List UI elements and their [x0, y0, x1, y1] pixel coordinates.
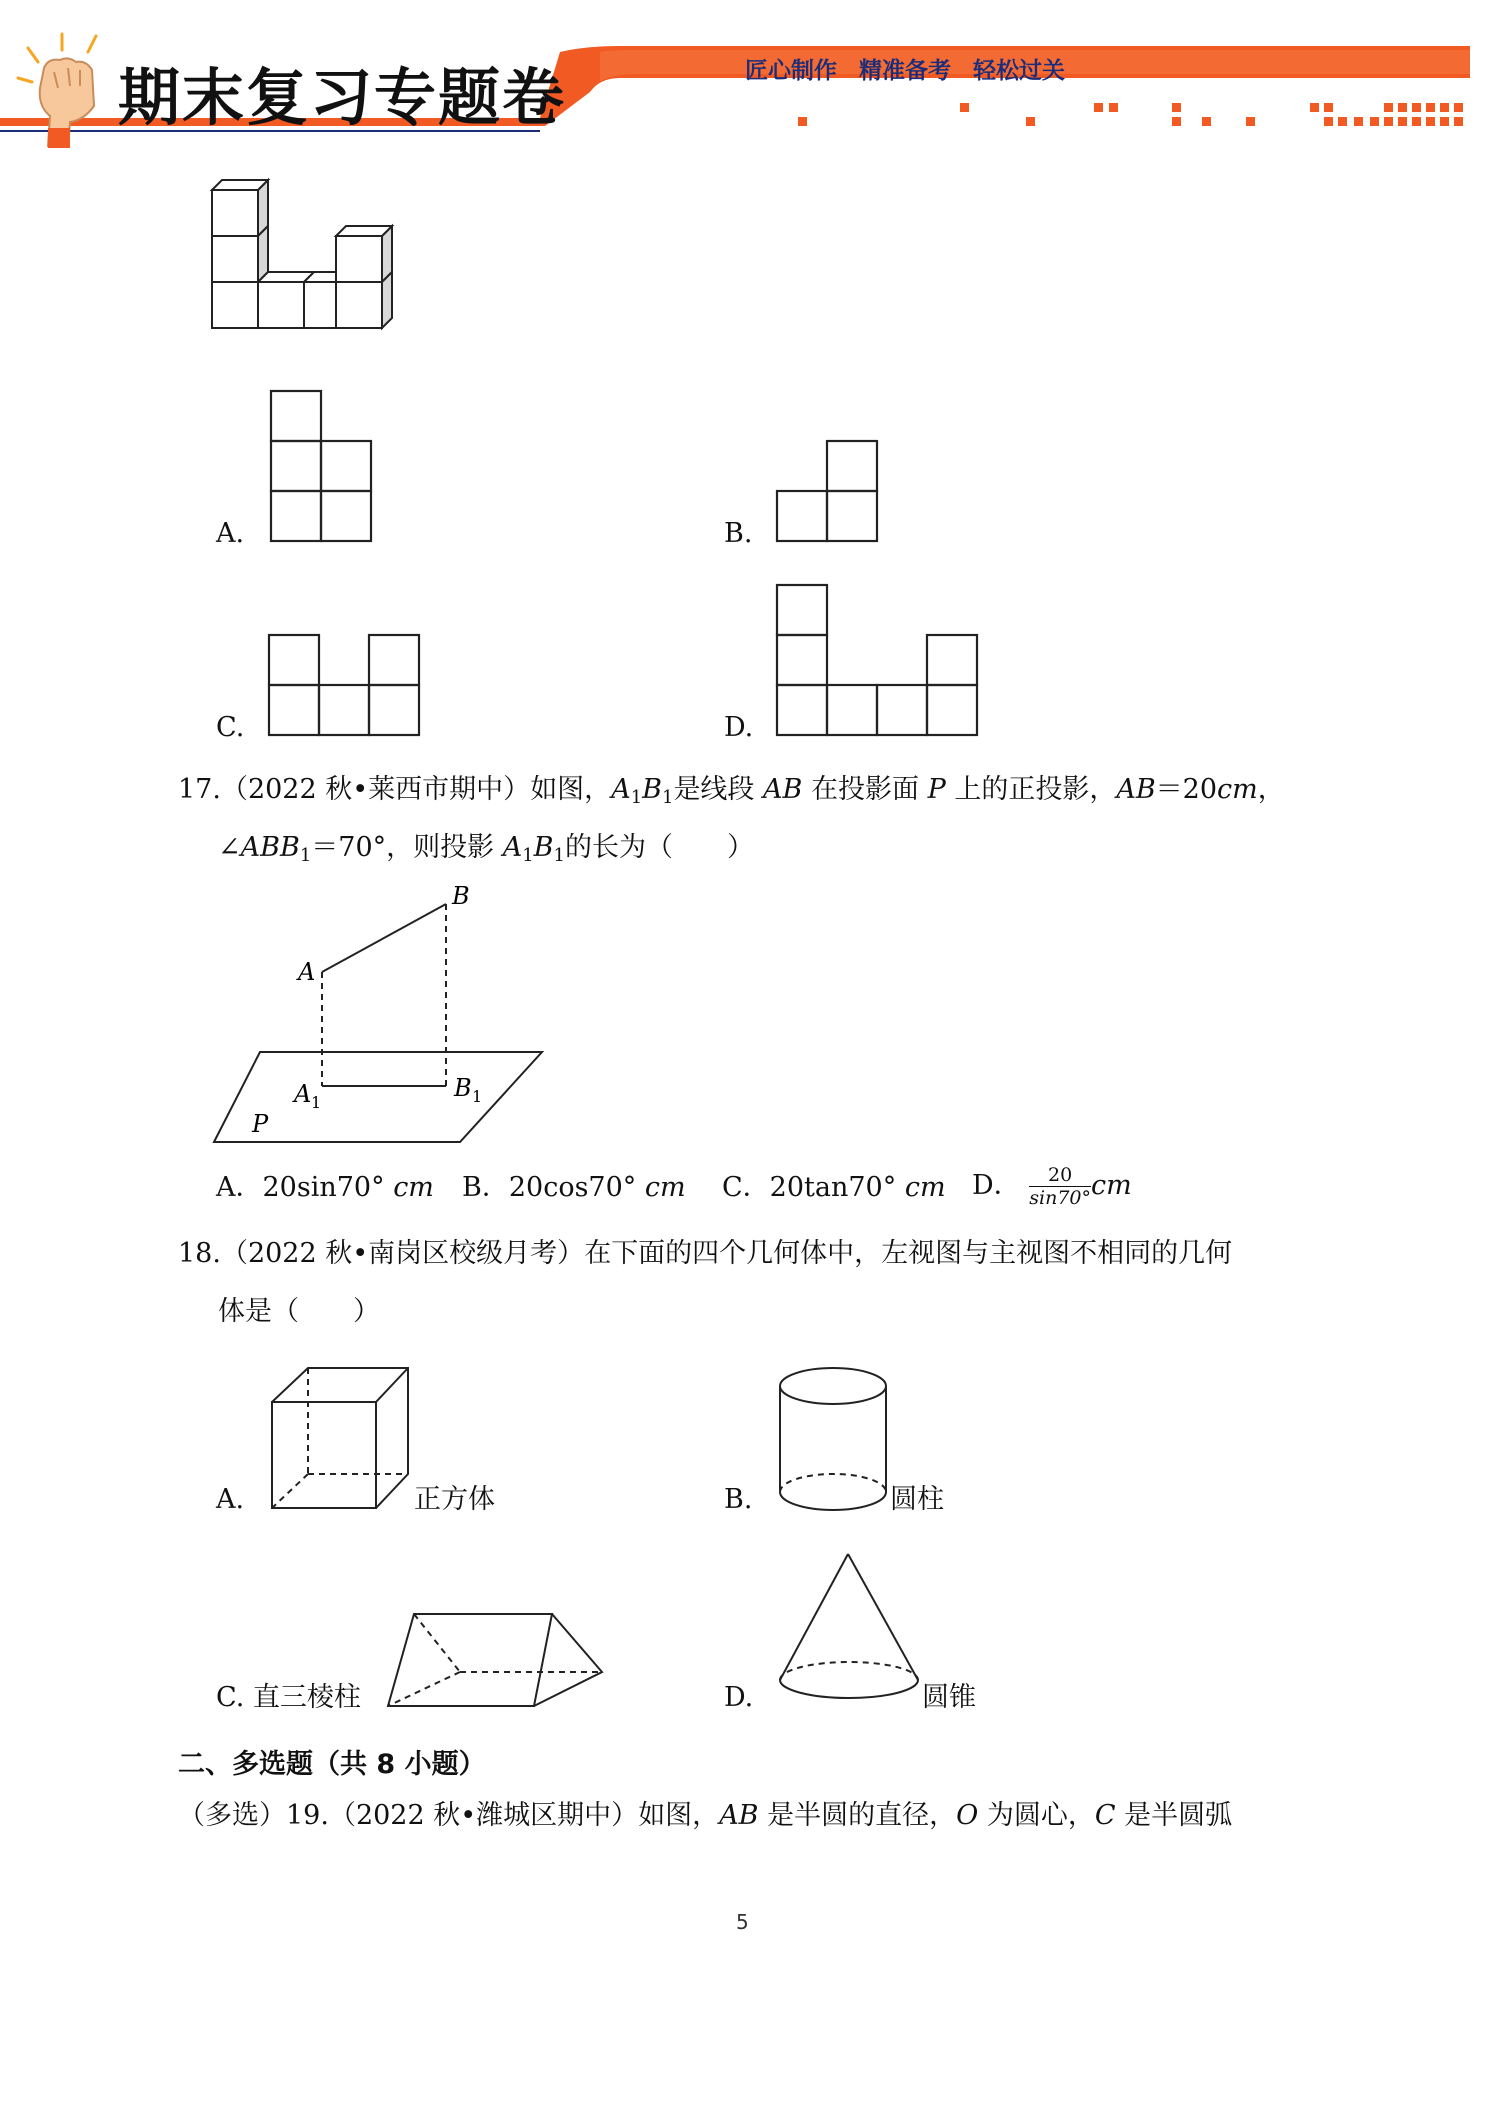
q17-projection-figure — [210, 880, 550, 1150]
q19-text: 如图， — [638, 1800, 720, 1831]
q16-option-b-label: B. — [724, 518, 753, 549]
page-number: 5 — [736, 1910, 749, 1934]
q17-option-a-unit: cm — [393, 1172, 434, 1203]
q17-text: ＝70°，则投影 — [311, 832, 495, 863]
q19-var: AB — [719, 1800, 759, 1831]
q16-option-a-label: A. — [216, 518, 245, 549]
q19-line1 — [178, 1800, 1232, 1832]
q18-cylinder-figure — [776, 1364, 896, 1520]
q18-option-b-label: B. — [724, 1484, 753, 1515]
q17-var: A — [611, 774, 631, 805]
q16-option-c-label: C. — [216, 712, 245, 743]
q17-text: 是线段 — [673, 774, 755, 805]
q17-label-A1: A — [294, 1080, 312, 1108]
q17-option-a-value: 20sin70° — [262, 1172, 385, 1203]
q18-triangular-prism-figure — [384, 1610, 608, 1714]
q18-option-c-label: C. — [216, 1682, 245, 1713]
q17-sub: 1 — [299, 845, 312, 866]
q17-option-d — [972, 1160, 1132, 1212]
q17-var: AB — [763, 774, 803, 805]
q17-option-c-value: 20tan70° — [769, 1172, 897, 1203]
q17-text: ∠ — [218, 832, 241, 863]
q17-text: ＝20 — [1155, 774, 1218, 805]
header-slogan: 匠心制作 精准备考 轻松过关 — [745, 58, 1066, 84]
q19-var: C — [1094, 1800, 1116, 1831]
q17-number: 17. — [178, 774, 221, 805]
q17-option-c-unit: cm — [904, 1172, 946, 1203]
q18-line1 — [178, 1238, 1232, 1270]
q17-label-B: B — [452, 882, 470, 910]
q16-option-b-figure — [776, 440, 886, 546]
q18-text: 在下面的四个几何体中，左视图与主视图不相同的几何 — [584, 1238, 1233, 1269]
q17-var: A — [502, 832, 523, 863]
q17-sub: 1 — [522, 845, 534, 866]
q19-var: O — [956, 1800, 979, 1831]
q19-text: 是半圆弧 — [1124, 1800, 1233, 1831]
q17-sub: 1 — [553, 845, 565, 866]
q17-source: （2022 秋•莱西市期中） — [220, 774, 531, 805]
q19-prefix: （多选）19. — [178, 1800, 329, 1831]
q17-option-d-unit: cm — [1091, 1170, 1132, 1201]
q17-option-b — [462, 1172, 686, 1204]
q17-option-b-unit: cm — [644, 1172, 686, 1203]
q18-option-c — [216, 1682, 361, 1714]
q17-label-P: P — [252, 1110, 269, 1138]
q17-sub: 1 — [661, 787, 674, 808]
q18-option-b-name: 圆柱 — [890, 1484, 944, 1515]
q18-option-a-label: A. — [216, 1484, 245, 1515]
q17-label-B1-sub: 1 — [472, 1087, 483, 1106]
q19-text: 是半圆的直径， — [767, 1800, 957, 1831]
header-title: 期末复习专题卷 — [118, 61, 567, 134]
q17-option-c — [722, 1172, 946, 1204]
q17-var: ABB — [240, 832, 300, 863]
q17-text: 上的正投影， — [954, 774, 1117, 805]
q16-option-d-label: D. — [724, 712, 754, 743]
q17-option-d-fraction — [1029, 1164, 1091, 1209]
q17-label-A: A — [298, 958, 316, 986]
q16-option-a-figure — [270, 390, 380, 546]
q16-cube-stack-figure — [210, 188, 440, 368]
q16-option-c-figure — [268, 634, 428, 740]
q18-option-d-label: D. — [724, 1682, 754, 1713]
q17-options — [216, 1172, 434, 1204]
q17-option-c-label: C． — [722, 1172, 770, 1203]
q17-text: 在投影面 — [810, 774, 919, 805]
fist-logo-icon — [14, 28, 124, 148]
q17-unit: cm — [1217, 774, 1258, 805]
q18-source: （2022 秋•南岗区校级月考） — [220, 1238, 585, 1269]
q17-line1 — [178, 774, 1285, 814]
q17-label-B1: B — [454, 1074, 472, 1102]
q18-number: 18. — [178, 1238, 221, 1269]
q17-text: ， — [1257, 774, 1285, 805]
q17-option-d-label: D． — [972, 1170, 1021, 1201]
q17-option-d-denominator: sin70° — [1029, 1187, 1091, 1209]
q19-text: 为圆心， — [986, 1800, 1095, 1831]
q17-option-b-label: B． — [462, 1172, 509, 1203]
q17-var: AB — [1116, 774, 1156, 805]
q17-option-d-numerator: 20 — [1029, 1164, 1091, 1187]
q17-var: B — [533, 832, 554, 863]
q18-option-c-name: 直三棱柱 — [252, 1682, 361, 1713]
q17-option-a — [216, 1172, 434, 1203]
q18-option-a-name: 正方体 — [414, 1484, 495, 1515]
q19-source: （2022 秋•潍城区期中） — [328, 1800, 639, 1831]
q17-sub: 1 — [630, 787, 643, 808]
q18-cube-figure — [268, 1364, 418, 1516]
q18-option-d-name: 圆锥 — [922, 1682, 976, 1713]
q17-option-b-value: 20cos70° — [508, 1172, 637, 1203]
q17-text: 如图， — [530, 774, 612, 805]
q18-cone-figure — [776, 1550, 924, 1712]
q17-var: P — [927, 774, 946, 805]
q17-label-A1-sub: 1 — [311, 1093, 322, 1112]
q17-var: B — [642, 774, 662, 805]
q17-option-a-label: A． — [216, 1172, 263, 1203]
q18-line2: 体是（ ） — [218, 1296, 380, 1327]
q16-option-d-figure — [776, 584, 986, 740]
q17-line2 — [218, 832, 754, 872]
q17-text: 的长为（ ） — [564, 832, 754, 863]
section-title-multiple-choice: 二、多选题（共 8 小题） — [178, 1749, 486, 1780]
